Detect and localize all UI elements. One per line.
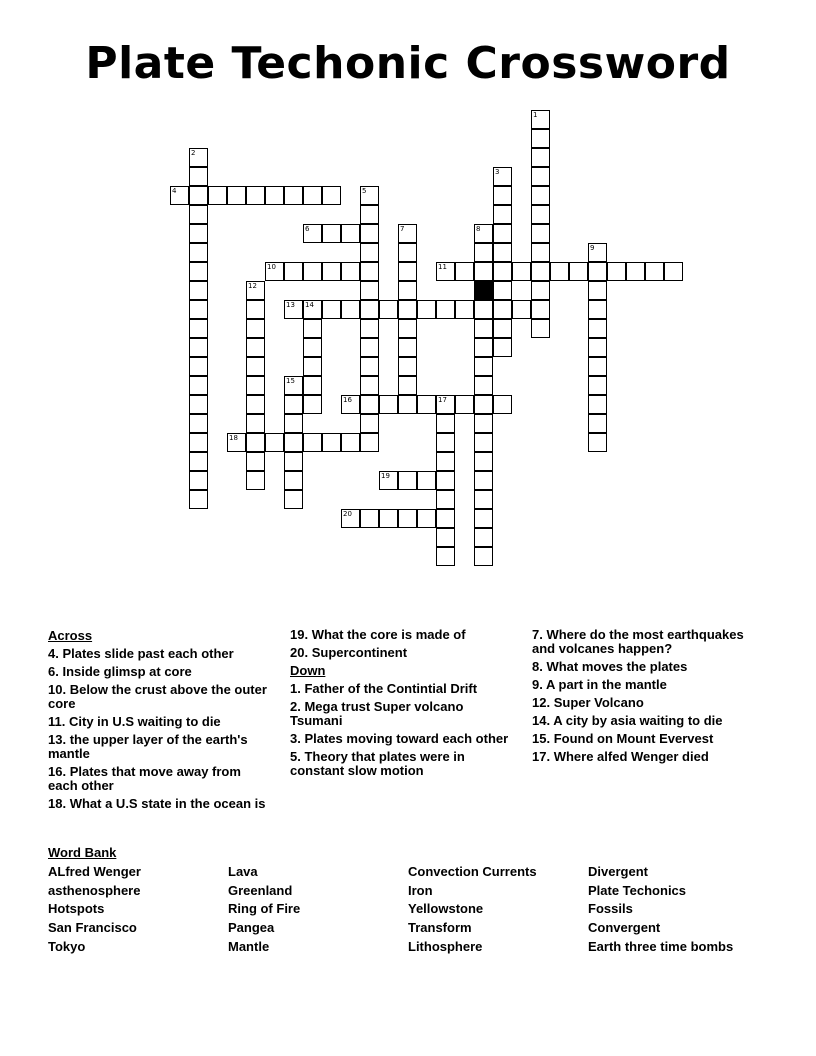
crossword-cell[interactable] <box>246 414 265 433</box>
crossword-cell[interactable] <box>531 129 550 148</box>
crossword-cell[interactable] <box>417 471 436 490</box>
crossword-cell[interactable] <box>284 376 303 395</box>
crossword-cell[interactable] <box>493 281 512 300</box>
word-bank-item: San Francisco <box>48 920 137 935</box>
clue-down-14: 14. A city by asia waiting to die <box>532 713 723 728</box>
crossword-cell[interactable] <box>189 338 208 357</box>
crossword-cell[interactable] <box>398 471 417 490</box>
crossword-cell[interactable] <box>341 509 360 528</box>
word-bank-item: Earth three time bombs <box>588 939 734 954</box>
crossword-cell[interactable] <box>493 167 512 186</box>
crossword-cell[interactable] <box>246 357 265 376</box>
crossword-cell[interactable] <box>512 262 531 281</box>
clue-across-6: 6. Inside glimsp at core <box>48 664 192 679</box>
word-bank-item: Plate Techonics <box>588 883 687 898</box>
crossword-cell[interactable] <box>189 205 208 224</box>
page-title: Plate Techonic Crossword <box>85 38 731 89</box>
crossword-cell[interactable] <box>303 319 322 338</box>
crossword-cell[interactable] <box>588 433 607 452</box>
crossword-cell[interactable] <box>645 262 664 281</box>
crossword-cell[interactable] <box>284 471 303 490</box>
crossword-cell[interactable] <box>474 319 493 338</box>
crossword-cell[interactable] <box>474 414 493 433</box>
crossword-cell[interactable] <box>474 262 493 281</box>
clue-down-15: 15. Found on Mount Evervest <box>532 731 714 746</box>
crossword-cell[interactable] <box>303 224 322 243</box>
clues-column-2 <box>290 628 515 782</box>
crossword-cell[interactable] <box>417 300 436 319</box>
crossword-cell[interactable] <box>588 376 607 395</box>
crossword-cell[interactable] <box>189 243 208 262</box>
crossword-cell[interactable] <box>455 395 474 414</box>
clue-number: 7 <box>400 225 405 233</box>
crossword-cell[interactable] <box>341 395 360 414</box>
crossword-cell[interactable] <box>531 148 550 167</box>
crossword-cell[interactable] <box>474 452 493 471</box>
crossword-cell[interactable] <box>322 262 341 281</box>
crossword-cell[interactable] <box>246 338 265 357</box>
crossword-cell[interactable] <box>531 300 550 319</box>
crossword-cell[interactable] <box>322 186 341 205</box>
word-bank-title: Word Bank <box>48 845 117 860</box>
crossword-cell[interactable] <box>189 300 208 319</box>
crossword-cell[interactable] <box>189 319 208 338</box>
crossword-cell[interactable] <box>284 262 303 281</box>
crossword-cell[interactable] <box>531 262 550 281</box>
clue-across-18: 18. What a U.S state in the ocean is <box>48 796 266 811</box>
clue-down-5: 5. Theory that plates were in constant slow motion <box>290 749 465 778</box>
word-bank-item: Mantle <box>228 939 270 954</box>
crossword-cell[interactable] <box>588 300 607 319</box>
crossword-cell[interactable] <box>531 224 550 243</box>
crossword-cell[interactable] <box>436 414 455 433</box>
crossword-cell[interactable] <box>531 186 550 205</box>
clue-number: 12 <box>248 282 257 290</box>
crossword-cell[interactable] <box>436 262 455 281</box>
crossword-cell[interactable] <box>531 167 550 186</box>
crossword-cell[interactable] <box>284 395 303 414</box>
crossword-cell[interactable] <box>360 338 379 357</box>
crossword-cell[interactable] <box>322 433 341 452</box>
crossword-cell[interactable] <box>265 262 284 281</box>
crossword-cell[interactable] <box>588 414 607 433</box>
word-bank-item: Yellowstone <box>408 901 484 916</box>
crossword-cell[interactable] <box>474 338 493 357</box>
crossword-cell[interactable] <box>360 224 379 243</box>
clue-number: 5 <box>362 187 367 195</box>
crossword-cell[interactable] <box>246 395 265 414</box>
crossword-cell[interactable] <box>189 148 208 167</box>
crossword-cell[interactable] <box>189 490 208 509</box>
crossword-cell[interactable] <box>436 528 455 547</box>
crossword-cell[interactable] <box>455 262 474 281</box>
crossword-cell[interactable] <box>284 300 303 319</box>
clue-down-7: 7. Where do the most earthquakes and volcanes happen? <box>532 627 744 656</box>
crossword-cell[interactable] <box>379 300 398 319</box>
crossword-cell[interactable] <box>189 414 208 433</box>
crossword-cell[interactable] <box>493 300 512 319</box>
word-bank-item: Hotspots <box>48 901 105 916</box>
crossword-cell[interactable] <box>170 186 189 205</box>
crossword-cell[interactable] <box>436 490 455 509</box>
crossword-cell[interactable] <box>455 300 474 319</box>
crossword-cell[interactable] <box>360 414 379 433</box>
crossword-cell[interactable] <box>531 281 550 300</box>
crossword-cell[interactable] <box>474 376 493 395</box>
clue-number: 10 <box>267 263 276 271</box>
clue-number: 6 <box>305 225 310 233</box>
word-bank-item: Convection Currents <box>408 864 537 879</box>
crossword-cell[interactable] <box>493 243 512 262</box>
crossword-cell[interactable] <box>398 224 417 243</box>
crossword-cell[interactable] <box>398 262 417 281</box>
clue-across-20: 20. Supercontinent <box>290 645 408 660</box>
clue-number: 19 <box>381 472 390 480</box>
clue-down-3: 3. Plates moving toward each other <box>290 731 509 746</box>
crossword-cell[interactable] <box>512 300 531 319</box>
clue-down-17: 17. Where alfed Wenger died <box>532 749 709 764</box>
crossword-cell[interactable] <box>246 433 265 452</box>
crossword-cell[interactable] <box>493 338 512 357</box>
crossword-cell[interactable] <box>303 395 322 414</box>
word-bank-item: Tokyo <box>48 939 86 954</box>
crossword-cell[interactable] <box>588 281 607 300</box>
crossword-cell[interactable] <box>588 338 607 357</box>
crossword-cell[interactable] <box>398 357 417 376</box>
crossword-cell[interactable] <box>360 357 379 376</box>
crossword-cell[interactable] <box>531 243 550 262</box>
crossword-cell[interactable] <box>588 357 607 376</box>
word-bank-item: Ring of Fire <box>228 901 301 916</box>
clue-number: 1 <box>533 111 538 119</box>
crossword-cell[interactable] <box>550 262 569 281</box>
crossword-cell[interactable] <box>588 319 607 338</box>
crossword-cell[interactable] <box>417 509 436 528</box>
crossword-cell[interactable] <box>474 471 493 490</box>
crossword-cell[interactable] <box>360 433 379 452</box>
clue-number: 16 <box>343 396 352 404</box>
crossword-cell[interactable] <box>379 509 398 528</box>
crossword-cell[interactable] <box>341 300 360 319</box>
crossword-cell[interactable] <box>341 433 360 452</box>
crossword-cell[interactable] <box>246 319 265 338</box>
crossword-cell[interactable] <box>246 186 265 205</box>
crossword-cell[interactable] <box>474 357 493 376</box>
crossword-cell[interactable] <box>493 395 512 414</box>
crossword-cell[interactable] <box>398 395 417 414</box>
word-bank-item: Pangea <box>228 920 275 935</box>
crossword-cell[interactable] <box>303 338 322 357</box>
crossword-cell[interactable] <box>474 243 493 262</box>
crossword-cell[interactable] <box>189 167 208 186</box>
crossword-cell[interactable] <box>379 395 398 414</box>
crossword-cell[interactable] <box>398 281 417 300</box>
crossword-cell[interactable] <box>265 433 284 452</box>
crossword-cell[interactable] <box>360 186 379 205</box>
crossword-cell[interactable] <box>284 414 303 433</box>
clue-across-16: 16. Plates that move away from each other <box>48 764 241 793</box>
crossword-cell[interactable] <box>493 186 512 205</box>
crossword-cell[interactable] <box>227 186 246 205</box>
clue-number: 4 <box>172 187 177 195</box>
crossword-cell[interactable] <box>303 376 322 395</box>
clue-number: 11 <box>438 263 447 271</box>
crossword-cell[interactable] <box>607 262 626 281</box>
clue-across-10: 10. Below the crust above the outer core <box>48 682 267 711</box>
crossword-cell[interactable] <box>189 395 208 414</box>
clue-number: 14 <box>305 301 314 309</box>
crossword-cell[interactable] <box>284 490 303 509</box>
clue-number: 18 <box>229 434 238 442</box>
crossword-cell[interactable] <box>284 186 303 205</box>
crossword-cell[interactable] <box>189 471 208 490</box>
crossword-cell[interactable] <box>474 547 493 566</box>
crossword-cell[interactable] <box>474 490 493 509</box>
crossword-cell[interactable] <box>265 186 284 205</box>
clues-column-3 <box>532 628 757 768</box>
clue-number: 13 <box>286 301 295 309</box>
crossword-cell[interactable] <box>474 224 493 243</box>
word-bank-item: Convergent <box>588 920 661 935</box>
crossword-cell[interactable] <box>588 243 607 262</box>
crossword-cell[interactable] <box>398 509 417 528</box>
crossword-cell[interactable] <box>227 433 246 452</box>
crossword-cell[interactable] <box>189 262 208 281</box>
crossword-cell[interactable] <box>360 205 379 224</box>
word-bank-item: Transform <box>408 920 472 935</box>
crossword-cell[interactable] <box>303 357 322 376</box>
clue-across-19: 19. What the core is made of <box>290 627 466 642</box>
crossword-cell[interactable] <box>303 186 322 205</box>
crossword-cell[interactable] <box>189 433 208 452</box>
crossword-cell[interactable] <box>474 528 493 547</box>
crossword-cell[interactable] <box>246 300 265 319</box>
crossword-cell[interactable] <box>474 300 493 319</box>
word-bank-item: Iron <box>408 883 433 898</box>
crossword-cell[interactable] <box>360 300 379 319</box>
clue-down-8: 8. What moves the plates <box>532 659 688 674</box>
crossword-cell[interactable] <box>436 433 455 452</box>
crossword-cell[interactable] <box>569 262 588 281</box>
clues-column-1 <box>48 628 273 815</box>
crossword-cell[interactable] <box>436 471 455 490</box>
crossword-cell[interactable] <box>398 338 417 357</box>
crossword-cell[interactable] <box>284 433 303 452</box>
crossword-cell[interactable] <box>379 471 398 490</box>
crossword-cell[interactable] <box>208 186 227 205</box>
crossword-cell[interactable] <box>398 243 417 262</box>
crossword-cell[interactable] <box>189 357 208 376</box>
crossword-cell[interactable] <box>341 224 360 243</box>
clue-across-13: 13. the upper layer of the earth's mantle <box>48 732 248 761</box>
crossword-cell[interactable] <box>246 471 265 490</box>
crossword-cell[interactable] <box>360 319 379 338</box>
clue-number: 8 <box>476 225 481 233</box>
clue-across-11: 11. City in U.S waiting to die <box>48 714 221 729</box>
crossword-cell[interactable] <box>341 262 360 281</box>
crossword-cell[interactable] <box>189 224 208 243</box>
crossword-cell[interactable] <box>588 262 607 281</box>
crossword-cell[interactable] <box>664 262 683 281</box>
crossword-cell[interactable] <box>493 262 512 281</box>
clue-number: 3 <box>495 168 500 176</box>
clue-down-9: 9. A part in the mantle <box>532 677 667 692</box>
crossword-cell[interactable] <box>189 281 208 300</box>
crossword-cell[interactable] <box>189 452 208 471</box>
down-header: Down <box>290 663 326 678</box>
word-bank-item: Lithosphere <box>408 939 483 954</box>
crossword-cell[interactable] <box>417 395 436 414</box>
crossword-cell[interactable] <box>436 300 455 319</box>
crossword-black-cell <box>474 281 493 300</box>
crossword-cell[interactable] <box>322 300 341 319</box>
clue-number: 15 <box>286 377 295 385</box>
crossword-cell[interactable] <box>531 319 550 338</box>
crossword-cell[interactable] <box>398 300 417 319</box>
word-bank-item: Greenland <box>228 883 293 898</box>
word-bank-item: Divergent <box>588 864 648 879</box>
crossword-cell[interactable] <box>436 547 455 566</box>
crossword-cell[interactable] <box>436 509 455 528</box>
crossword-cell[interactable] <box>474 509 493 528</box>
crossword-cell[interactable] <box>360 243 379 262</box>
crossword-cell[interactable] <box>246 376 265 395</box>
crossword-cell[interactable] <box>493 224 512 243</box>
crossword-cell[interactable] <box>284 452 303 471</box>
across-header: Across <box>48 628 93 643</box>
crossword-cell[interactable] <box>588 395 607 414</box>
crossword-cell[interactable] <box>303 262 322 281</box>
crossword-cell[interactable] <box>436 395 455 414</box>
crossword-cell[interactable] <box>360 395 379 414</box>
crossword-cell[interactable] <box>493 319 512 338</box>
crossword-cell[interactable] <box>303 300 322 319</box>
crossword-cell[interactable] <box>436 452 455 471</box>
clue-down-1: 1. Father of the Contintial Drift <box>290 681 478 696</box>
crossword-cell[interactable] <box>246 281 265 300</box>
clue-across-4: 4. Plates slide past each other <box>48 646 234 661</box>
crossword-cell[interactable] <box>531 205 550 224</box>
crossword-cell[interactable] <box>398 319 417 338</box>
crossword-cell[interactable] <box>398 376 417 395</box>
word-bank-item: Lava <box>228 864 258 879</box>
clue-number: 9 <box>590 244 595 252</box>
crossword-cell[interactable] <box>360 376 379 395</box>
crossword-cell[interactable] <box>531 110 550 129</box>
crossword-cell[interactable] <box>493 205 512 224</box>
crossword-cell[interactable] <box>360 509 379 528</box>
crossword-cell[interactable] <box>322 224 341 243</box>
crossword-cell[interactable] <box>189 186 208 205</box>
word-bank-item: asthenosphere <box>48 883 141 898</box>
crossword-cell[interactable] <box>474 433 493 452</box>
clue-number: 20 <box>343 510 352 518</box>
crossword-cell[interactable] <box>360 281 379 300</box>
clue-down-2: 2. Mega trust Super volcano Tsumani <box>290 699 464 728</box>
word-bank-item: Fossils <box>588 901 633 916</box>
clue-number: 2 <box>191 149 196 157</box>
crossword-cell[interactable] <box>474 395 493 414</box>
clue-number: 17 <box>438 396 447 404</box>
word-bank-item: ALfred Wenger <box>48 864 141 879</box>
crossword-cell[interactable] <box>360 262 379 281</box>
crossword-cell[interactable] <box>246 452 265 471</box>
crossword-cell[interactable] <box>189 376 208 395</box>
crossword-cell[interactable] <box>303 433 322 452</box>
clue-down-12: 12. Super Volcano <box>532 695 644 710</box>
crossword-cell[interactable] <box>626 262 645 281</box>
